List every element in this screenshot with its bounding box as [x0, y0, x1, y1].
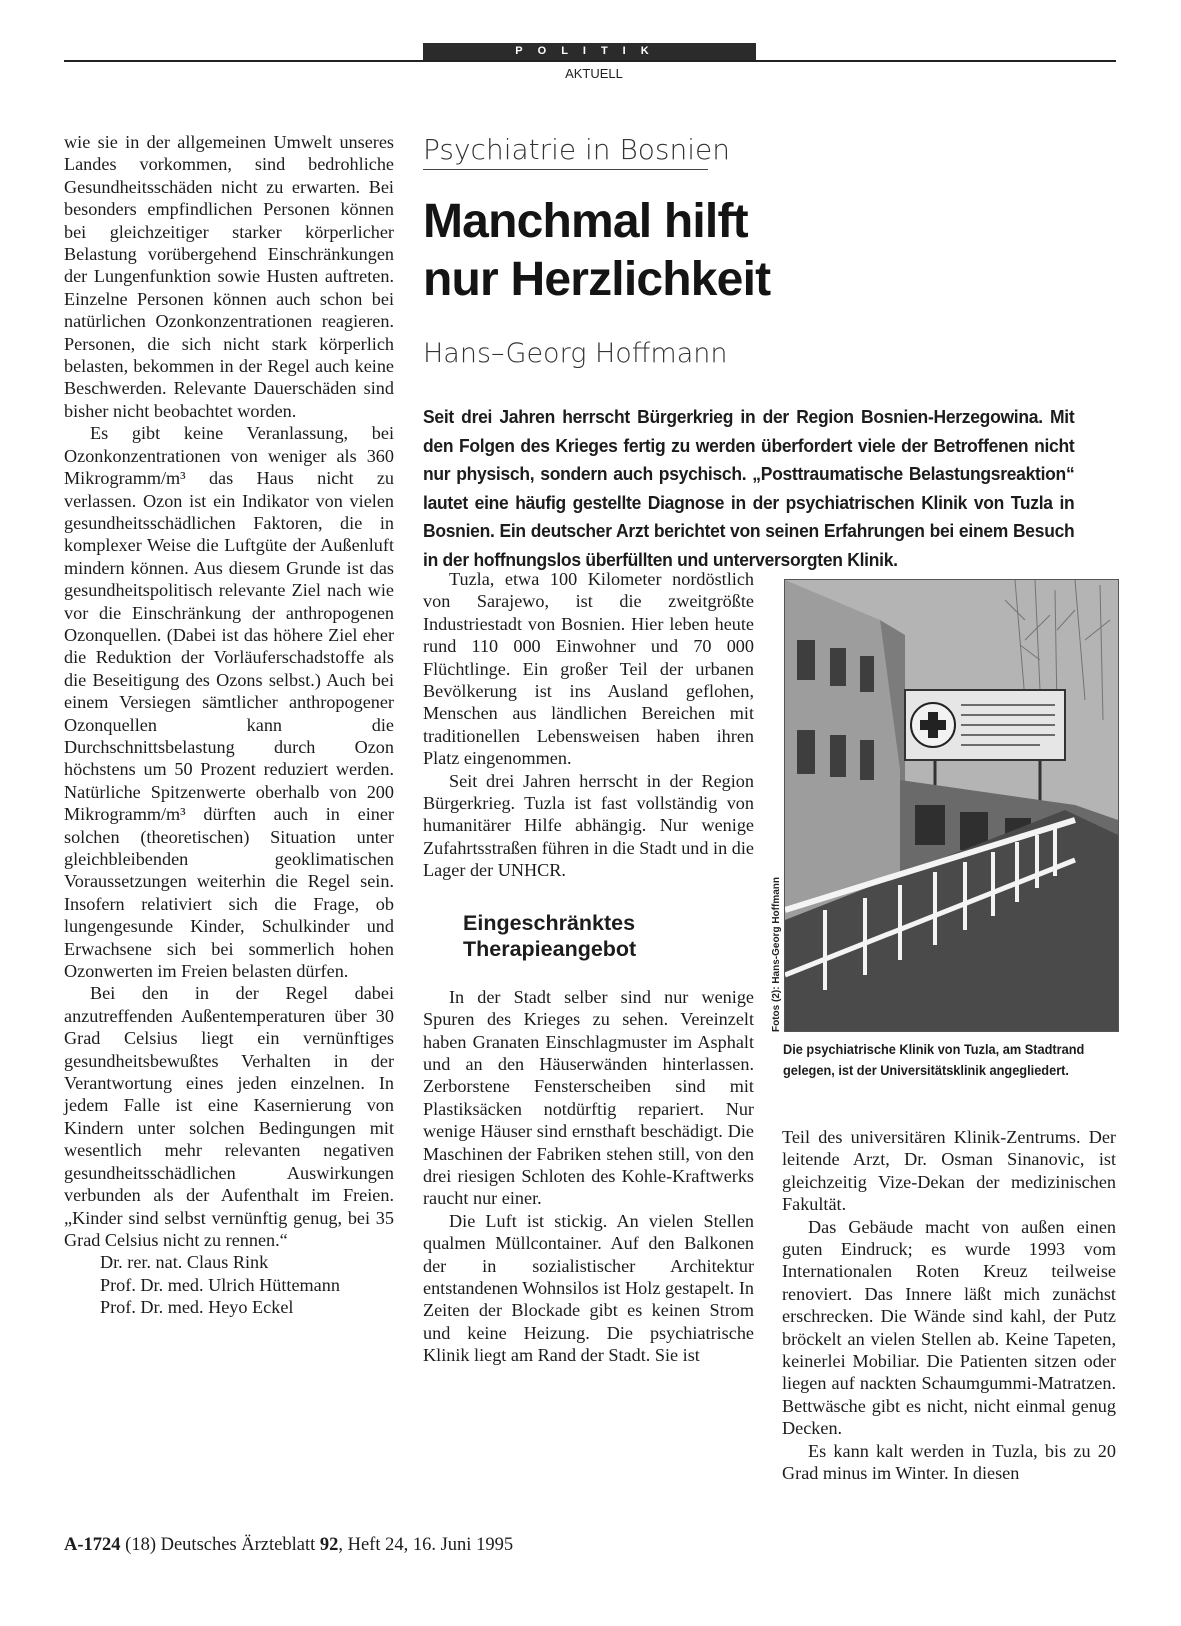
page-footer [64, 1535, 513, 1556]
kicker-rule [423, 169, 708, 170]
left-column [64, 131, 394, 1319]
journal-volume: 92 [319, 1535, 339, 1555]
signature: Dr. rer. nat. Claus Rink [100, 1252, 269, 1273]
body-paragraph: Tuzla, etwa 100 Kilometer nordöstlich von Sarajewo, ist die zweitgrößte Industriestadt von Bosnien. Hier leben heute rund 110 000 Einwohner und 70 000 Flüchtlinge. Ein großer Teil der urbanen Bevölkerung ist ins Ausland geflohen, Menschen aus ländlichen Bereichen mit traditionellen Lebensweisen haben ihren Platz eingenommen. [423, 569, 754, 769]
journal-name: Deutsches Ärzteblatt [160, 1535, 316, 1555]
article-headline [423, 193, 1123, 309]
body-paragraph: Seit drei Jahren herrscht in der Region Bürgerkrieg. Tuzla ist fast vollständig von humanitärer Hilfe abhängig. Nur wenige Zufahrtsstraßen führen in die Stadt und in die Lager der UNHCR. [423, 770, 754, 881]
signature: Prof. Dr. med. Heyo Eckel [100, 1297, 294, 1318]
headline-line-2: nur Herzlichkeit [423, 253, 771, 306]
page-number: (18) [125, 1535, 156, 1555]
header-rule [64, 60, 1116, 62]
clinic-photo [784, 579, 1119, 1032]
subheading-line-1: Eingeschränktes [463, 910, 636, 935]
left-paragraph: wie sie in der allgemeinen Umwelt unseres Landes vorkommen, sind bedrohliche Gesundheitsschäden nicht zu erwarten. Bei besonders empfindlichen Personen können bei gleichzeitiger starker körperlicher Belastung vorübergehend Einschränkungen der Lungenfunktion sowie Husten auftreten. Einzelne Personen können auch schon bei natürlichen Ozonkonzentrationen reagieren. Personen, die sich nicht stark körperlich belasten, bekommen in der Regel auch keine Beschwerden. Relevante Dauerschäden sind bisher nicht beobachtet worden. [64, 132, 394, 421]
photo-credit: Fotos (2): Hans-Georg Hoffmann [771, 877, 782, 1032]
body-paragraph: Teil des universitären Klinik-Zentrums. Der leitende Arzt, Dr. Osman Sinanovic, ist gleichzeitig Vize-Dekan der medizinischen Fakultät. [782, 1127, 1116, 1215]
section-label: POLITIK [515, 45, 664, 57]
subsection-label: AKTUELL [565, 66, 623, 81]
left-paragraph: Es gibt keine Veranlassung, bei Ozonkonzentrationen von weniger als 360 Mikrogramm/m³ das Haus nicht zu verlassen. Ozon ist ein Indikator von vielen gesundheitsschädlichen Faktoren, die in komplexer Weise die Luftgüte der Außenluft mindern können. Aus diesem Grunde ist das gesundheitspolitisch relevante Ziel nach wie vor die Einschränkung der anthropogenen Ozonquellen. (Dabei ist das höhere Ziel eher die Reduktion der Vorläuferschadstoffe als die Beseitigung des Ozons selbst.) Auch bei einem Versiegen sämtlicher anthropogener Ozonquellen kann die Durchschnittsbelastung durch Ozon höchstens um 50 Prozent reduziert werden. Natürliche Spitzenwerte oberhalb von 200 Mikrogramm/m³ dürften auch in einer solchen (theoretischen) Situation unter gleichbleibenden geoklimatischen Voraussetzungen weiterhin die Regel sein. Insofern relativiert sich die Frage, ob lungengesunde Kinder, Schulkinder und Erwachsene sich bei sommerlich hohen Ozonwerten im Freien belasten dürfen. [64, 423, 394, 982]
section-header-bar [423, 43, 756, 60]
article-author: Hans–Georg Hoffmann [423, 338, 728, 369]
body-paragraph: In der Stadt selber sind nur wenige Spuren des Krieges zu sehen. Vereinzelt haben Granaten Einschlagmuster im Asphalt und an den Häuserwänden hinterlassen. Zerborstene Fensterscheiben sind mit Plastiksäcken notdürftig repariert. Nur wenige Häuser sind ernsthaft beschädigt. Die Maschinen der Fabriken stehen still, von den drei riesigen Schloten des Kohle-Kraftwerks raucht nur einer. [423, 986, 754, 1209]
clinic-photo-illustration [785, 580, 1118, 1031]
body-paragraph: Das Gebäude macht von außen einen guten Eindruck; es wurde 1993 vom Internationalen Roten Kreuz teilweise renoviert. Das Innere läßt mich zunächst erschrecken. Die Wände sind kahl, der Putz bröckelt an vielen Stellen ab. Keine Tapeten, keinerlei Mobiliar. Die Patienten sitzen oder liegen auf nackten Schaumgummi-Matratzen. Bettwäsche gibt es nicht, nicht einmal genug Decken. [782, 1216, 1116, 1439]
middle-column [423, 568, 754, 1367]
body-paragraph: Es kann kalt werden in Tuzla, bis zu 20 Grad minus im Winter. In diesen [782, 1440, 1116, 1484]
right-column [782, 1126, 1116, 1485]
article-subheading [463, 910, 754, 962]
article-kicker: Psychiatrie in Bosnien [423, 133, 731, 166]
headline-line-1: Manchmal hilft [423, 195, 748, 248]
issue-info: , Heft 24, 16. Juni 1995 [338, 1535, 514, 1555]
signature: Prof. Dr. med. Ulrich Hüttemann [100, 1274, 340, 1295]
left-paragraph: Bei den in der Regel dabei anzutreffenden Außentemperaturen über 30 Grad Celsius liegt ein vernünftiges gesundheitsbewußtes Verhalten in der Verantwortung eines jeden einzelnen. In jedem Falle ist eine Kasernierung von Kindern unter solchen Bedingungen mit wesentlich mehr relevanten negativen gesundheitsschädlichen Auswirkungen verbunden als der Aufenthalt im Freien. „Kinder sind selbst vernünftig genug, bei 35 Grad Celsius nicht zu rennen.“ [64, 983, 394, 1250]
article-lead: Seit drei Jahren herrscht Bürgerkrieg in der Region Bosnien-Herzegowina. Mit den Folgen des Krieges fertig zu werden überfordert viele der Betroffenen nicht nur physisch, sondern auch psychisch. „Posttraumatische Belastungsreaktion“ lautet eine häufig gestellte Diagnose in der psychiatrischen Klinik von Tuzla in Bosnien. Ein deutscher Arzt berichtet von seinen Erfahrungen bei einem Besuch in der hoffnungslos überfüllten und unterversorgten Klinik. [423, 406, 1075, 570]
page-code: A-1724 [64, 1535, 121, 1555]
photo-caption: Die psychiatrische Klinik von Tuzla, am Stadtrand gelegen, ist der Universitätsklinik angegliedert. [783, 1042, 1085, 1079]
subheading-line-2: Therapieangebot [463, 936, 637, 961]
body-paragraph: Die Luft ist stickig. An vielen Stellen qualmen Müllcontainer. Auf den Balkonen der in sozialistischer Architektur entstandenen Wohnsilos ist Holz gestapelt. In Zeiten der Blockade gibt es keinen Strom und keine Heizung. Die psychiatrische Klinik liegt am Rand der Stadt. Sie ist [423, 1210, 754, 1366]
